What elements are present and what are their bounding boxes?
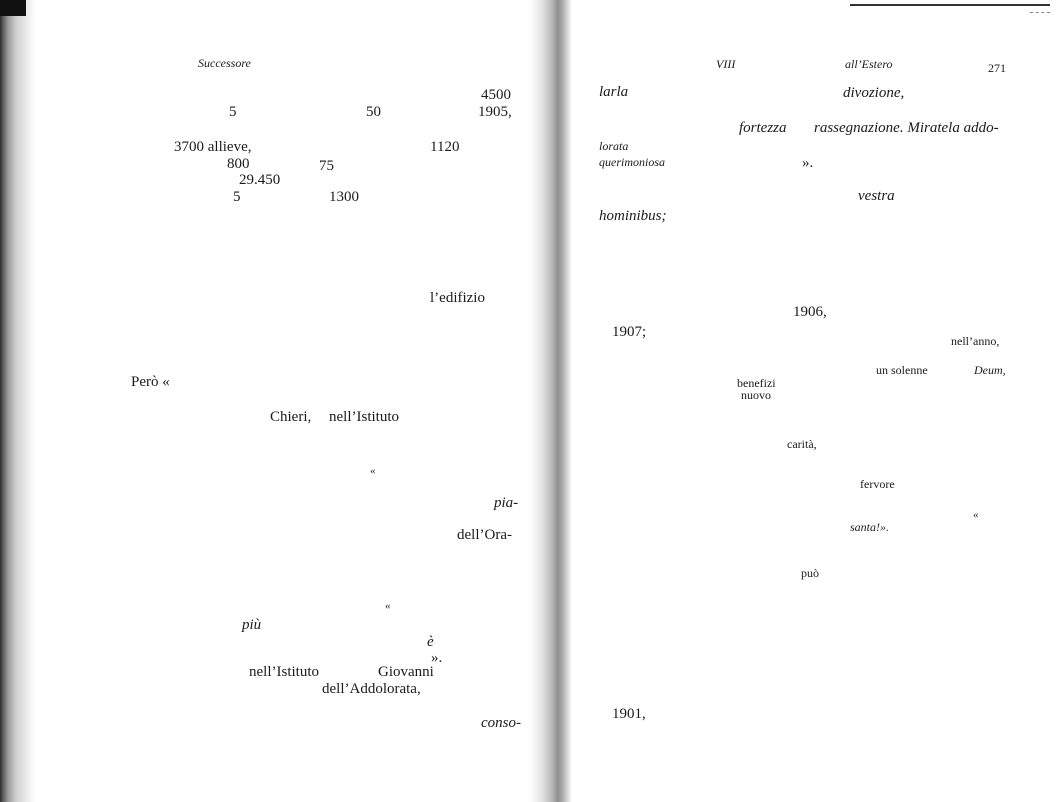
word-lorata: lorata	[599, 139, 629, 153]
word-larla: larla	[599, 84, 629, 100]
guillemet-2: «	[385, 600, 391, 612]
running-header-left: Successore	[198, 56, 251, 70]
word-addolorata: dell’Addolorata,	[322, 681, 421, 697]
word-giovanni: Giovanni	[378, 664, 434, 680]
word-fortezza: fortezza	[739, 120, 787, 136]
year-1907: 1907;	[612, 324, 647, 340]
left-edge-corner	[0, 0, 26, 16]
number-29450: 29.450	[239, 172, 281, 188]
word-chieri: Chieri,	[270, 409, 312, 425]
word-divozione: divozione,	[843, 85, 905, 101]
word-e-grave: è	[427, 634, 434, 650]
word-carita: carità,	[787, 437, 817, 451]
word-fervore: fervore	[860, 477, 895, 491]
word-benefizi: benefizi	[737, 376, 776, 390]
word-conso: conso-	[481, 715, 521, 731]
running-header-title: all’Estero	[845, 57, 893, 71]
word-vestra: vestra	[858, 188, 895, 204]
close-quote-left: ».	[431, 650, 443, 666]
word-puo: può	[801, 566, 819, 580]
word-pia: pia-	[494, 495, 519, 511]
top-rule	[850, 4, 1050, 6]
number-75: 75	[319, 158, 334, 174]
word-anno: nell’anno,	[951, 334, 1000, 348]
year-1906: 1906,	[793, 304, 827, 320]
word-pero: Però «	[131, 374, 170, 390]
top-dash	[1030, 12, 1050, 14]
close-quote-right: ».	[802, 155, 814, 171]
left-edge-shadow	[0, 0, 36, 802]
number-50: 50	[366, 104, 381, 120]
running-header-chapter: VIII	[716, 57, 736, 71]
number-4500: 4500	[481, 87, 511, 103]
word-solenne: un solenne	[876, 363, 928, 377]
number-3700-allieve: 3700 allieve,	[174, 139, 252, 155]
word-santa: santa!».	[850, 520, 889, 534]
page-number: 271	[988, 61, 1006, 75]
year-1901: 1901,	[612, 706, 646, 722]
word-hominibus: hominibus;	[599, 208, 667, 224]
number-800: 800	[227, 156, 250, 172]
word-rassegnazione: rassegnazione. Miratela addo-	[814, 120, 999, 136]
guillemet-right: «	[973, 509, 979, 521]
book-gutter	[530, 0, 572, 802]
guillemet-1: «	[370, 465, 376, 477]
word-querimoniosa: querimoniosa	[599, 155, 665, 169]
year-1905: 1905,	[478, 104, 512, 120]
number-1300: 1300	[329, 189, 359, 205]
number-5: 5	[229, 104, 237, 120]
word-nuovo: nuovo	[741, 388, 771, 402]
word-ora: dell’Ora-	[457, 527, 512, 543]
number-1120: 1120	[430, 139, 460, 155]
word-deum: Deum,	[974, 363, 1006, 377]
word-piu: più	[242, 617, 262, 633]
number-5b: 5	[233, 189, 241, 205]
word-istituto-2: nell’Istituto	[249, 664, 319, 680]
word-edifizio: l’edifizio	[430, 290, 485, 306]
word-istituto-1: nell’Istituto	[329, 409, 399, 425]
